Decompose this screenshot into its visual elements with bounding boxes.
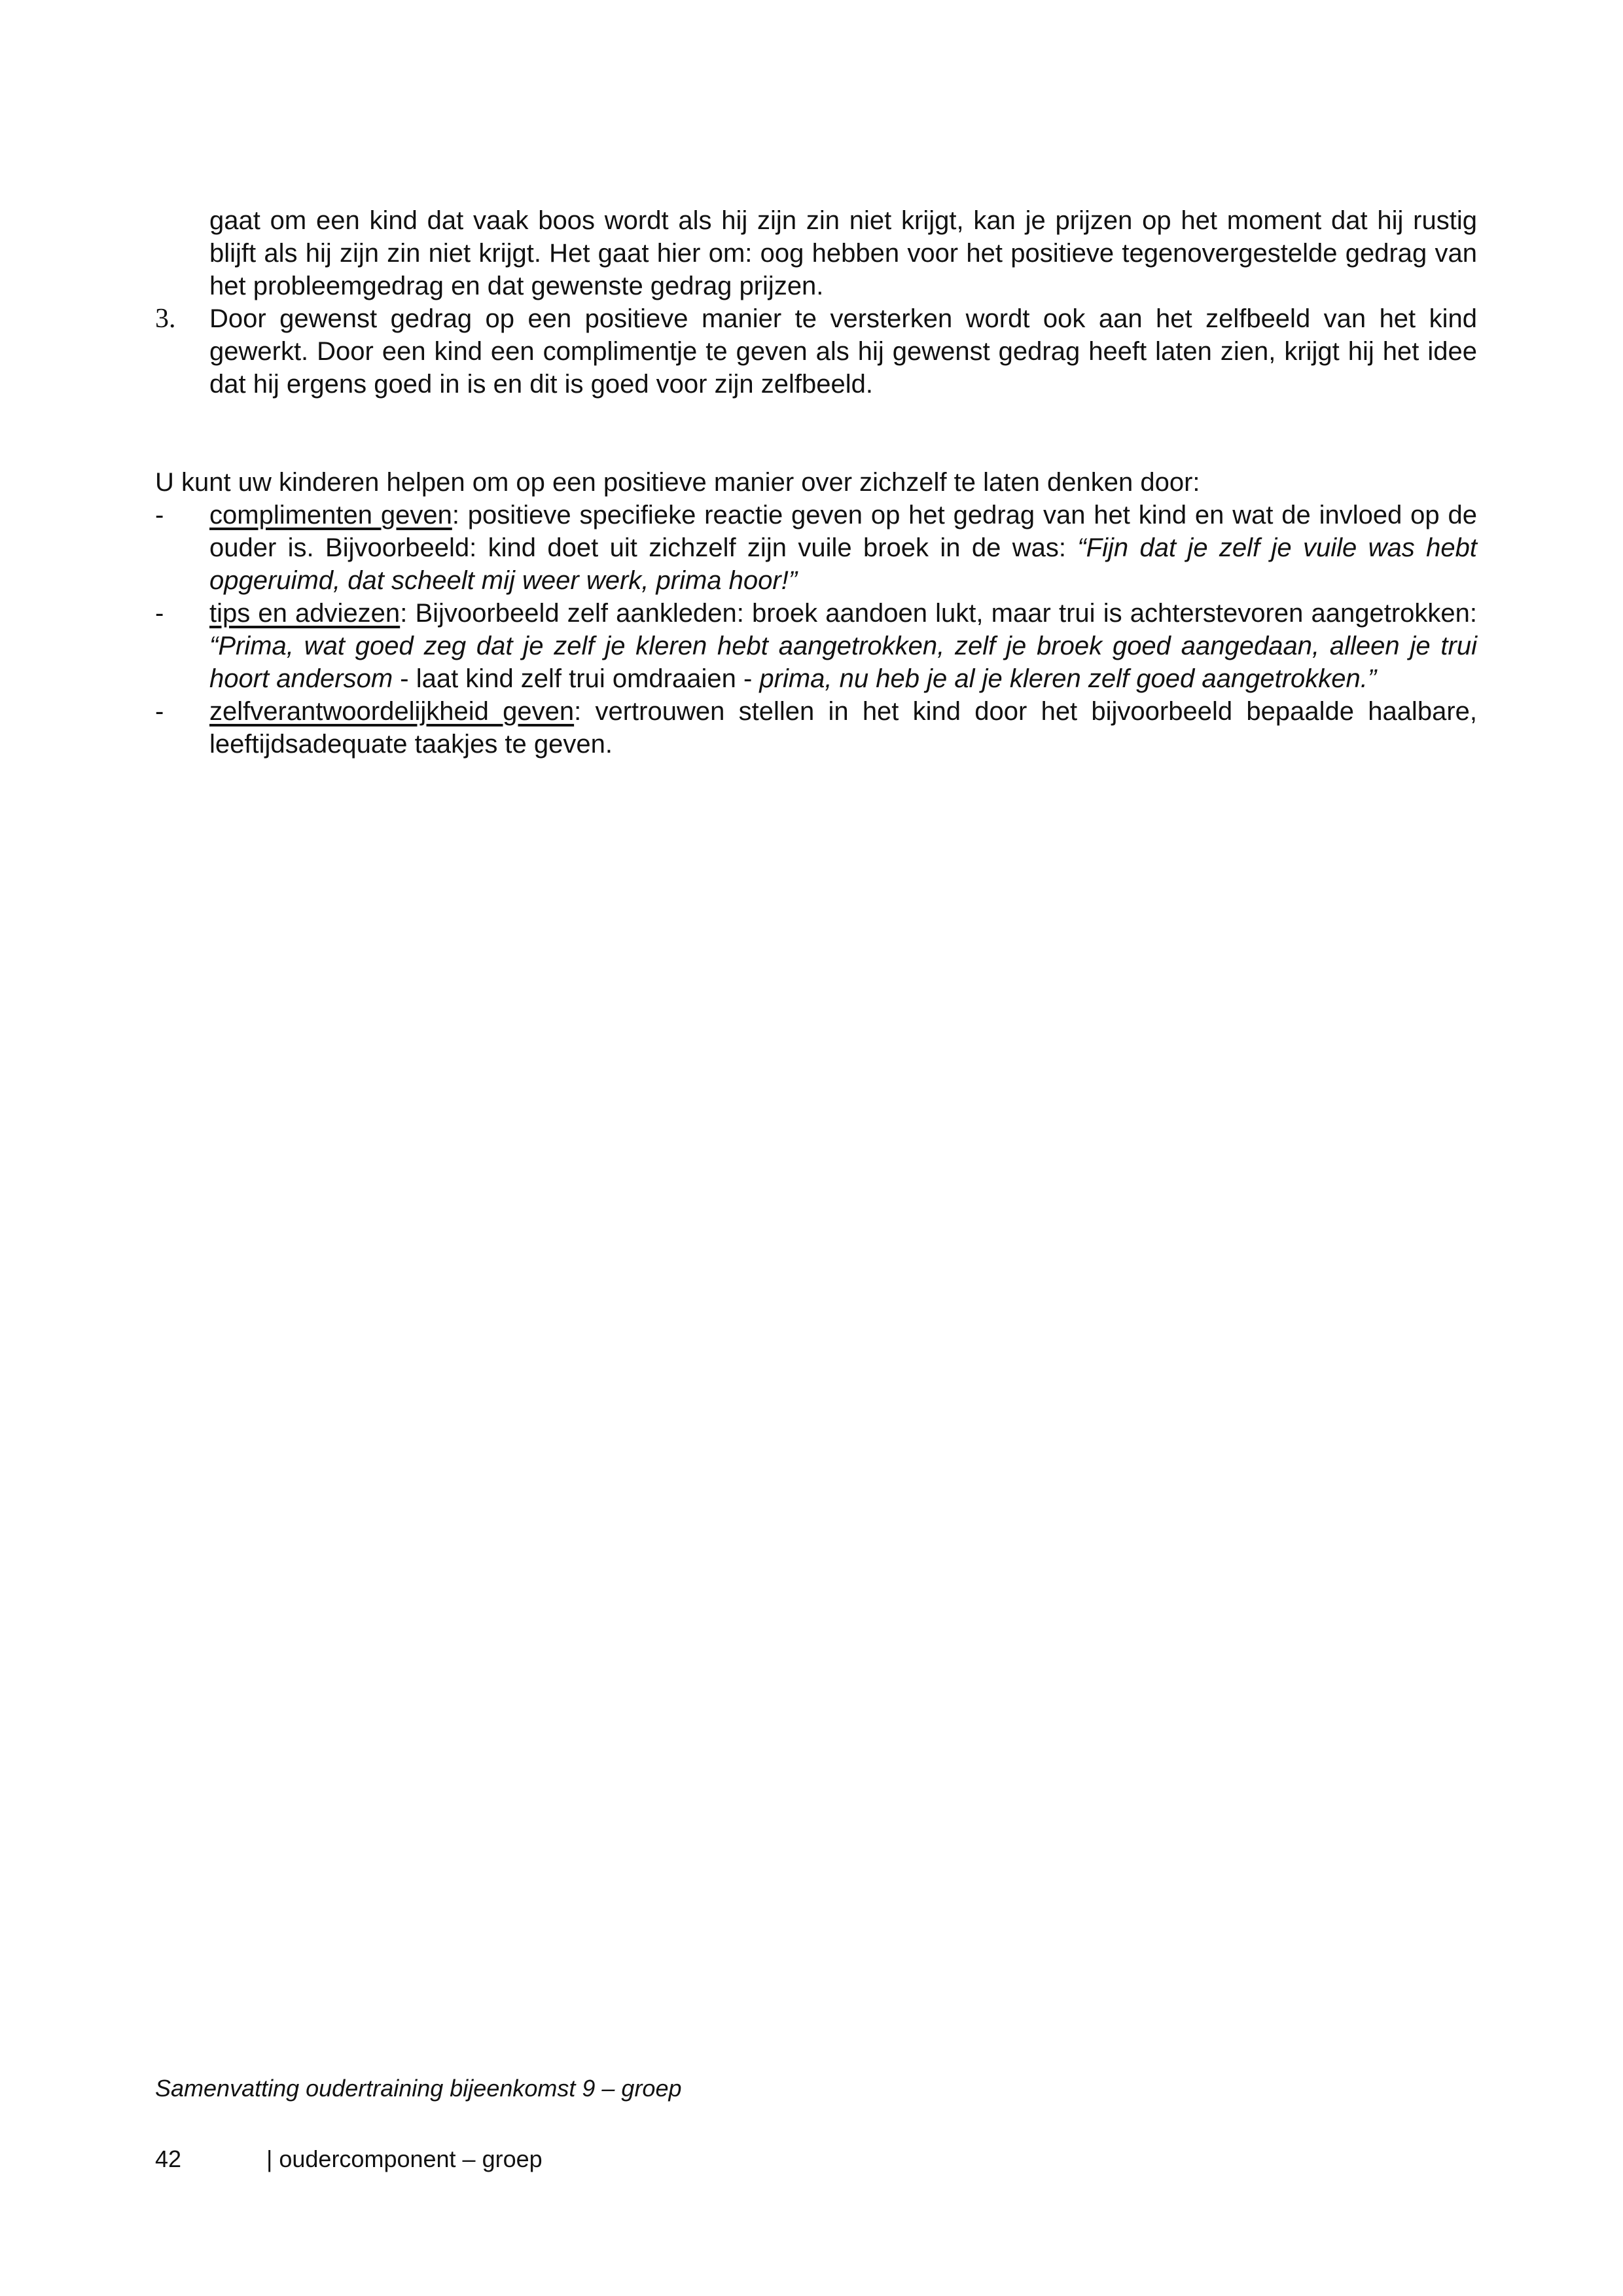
- bullet-term: tips en adviezen: [209, 599, 401, 628]
- intro-continuation: [155, 204, 1477, 302]
- bullet-quote: “Fijn dat je zelf je vuile was hebt opgeruimd, dat scheelt mij weer werk, prima hoor!”: [209, 533, 1477, 595]
- footer-section: | oudercomponent – groep: [266, 2145, 543, 2172]
- intro-paragraph: U kunt uw kinderen helpen om op een positieve manier over zichzelf te laten denken door:: [155, 468, 1200, 497]
- bullet-text: : Bijvoorbeeld zelf aankleden: broek aandoen lukt, maar trui is achterstevoren aangetrokken:: [400, 599, 1477, 628]
- intro-continuation-text: gaat om een kind dat vaak boos wordt als hij zijn zin niet krijgt, kan je prijzen op het moment dat hij rustig blijft als hij zijn zin niet krijgt. Het gaat hier om: oog hebben voor het positieve tegenovergestelde gedrag van het probleemgedrag en dat gewenste gedrag prijzen.: [209, 206, 1477, 300]
- bullet-term: zelfverantwoordelijkheid geven: [209, 697, 575, 726]
- page-footer: [155, 2145, 543, 2173]
- page-number: 42: [155, 2145, 182, 2172]
- footer-title: Samenvatting oudertraining bijeenkomst 9 – groep: [155, 2075, 682, 2102]
- bullet-text: : positieve specifieke reactie geven op het gedrag van het kind en wat de invloed op de ouder is. Bijvoorbeeld: kind doet uit zichzelf zijn vuile broek in de was:: [209, 501, 1477, 562]
- numbered-item-text: Door gewenst gedrag op een positieve manier te versterken wordt ook aan het zelfbeeld van het kind gewerkt. Door een kind een complimentje te geven als hij gewenst gedrag heeft laten zien, krijgt hij het idee dat hij ergens goed in is en dit is goed voor zijn zelfbeeld.: [209, 304, 1477, 399]
- bullet-dash: -: [155, 697, 164, 726]
- page-content: [155, 204, 1477, 761]
- bullet-item-complimenten: [155, 499, 1477, 597]
- bullet-dash: -: [155, 501, 164, 529]
- list-number: 3.: [155, 304, 176, 334]
- numbered-item-3: [155, 302, 1477, 401]
- bullet-dash: -: [155, 599, 164, 628]
- bullet-term: complimenten geven: [209, 501, 452, 529]
- bullet-item-tips: [155, 597, 1477, 695]
- bullet-quote-end: prima, nu heb je al je kleren zelf goed aangetrokken.”: [759, 664, 1377, 693]
- bullet-item-zelfverantwoordelijkheid: [155, 695, 1477, 761]
- bullet-middle-text: - laat kind zelf trui omdraaien -: [393, 664, 760, 693]
- bullet-quote: “Prima, wat goed zeg dat je zelf je kleren hebt aangetrokken, zelf je broek goed aangedaan, alleen je trui hoort andersom: [209, 632, 1477, 693]
- bullet-text: : vertrouwen stellen in het kind door het bijvoorbeeld bepaalde haalbare, leeftijdsadequate taakjes te geven.: [209, 697, 1477, 759]
